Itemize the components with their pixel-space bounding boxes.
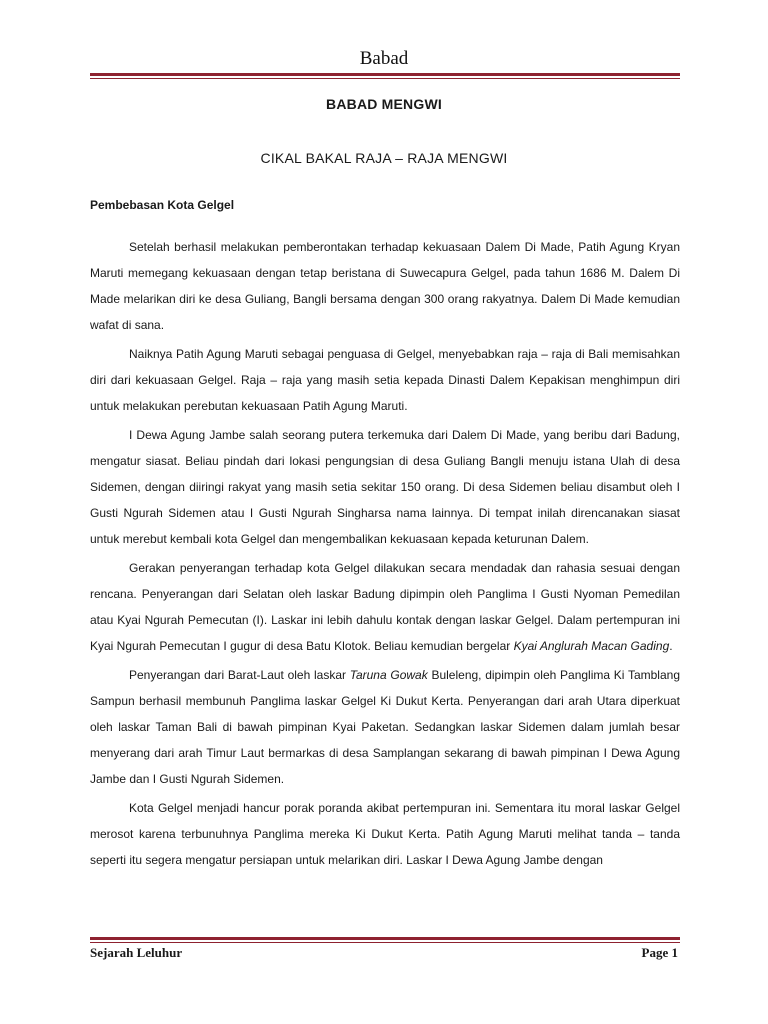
footer-left-text: Sejarah Leluhur: [90, 945, 183, 960]
document-title: BABAD MENGWI: [326, 96, 442, 112]
paragraph-4-text-b: .: [669, 639, 673, 653]
paragraph-5-text-a: Penyerangan dari Barat-Laut oleh laskar: [129, 668, 350, 682]
document-subtitle: CIKAL BAKAL RAJA – RAJA MENGWI: [260, 150, 508, 166]
paragraph-1: Setelah berhasil melakukan pemberontakan terhadap kekuasaan Dalem Di Made, Patih Agung Kryan Maruti memegang kekuasaan dengan tetap beristana di Suwecapura Gelgel, pada tahun 1686 M. Dalem Di Made melarikan diri ke desa Guliang, Bangli bersama dengan 300 orang rakyatnya. Dalem Di Made kemudian wafat di sana.: [90, 240, 680, 332]
header-rule: [90, 73, 680, 76]
paragraph-5: [90, 662, 680, 792]
paragraph-6: Kota Gelgel menjadi hancur porak poranda akibat pertempuran ini. Sementara itu moral laskar Gelgel merosot karena terbunuhnya Panglima mereka Ki Dukut Kerta. Patih Agung Maruti melihat tanda – tanda seperti itu segera mengatur persiapan untuk melarikan diri. Laskar I Dewa Agung Jambe dengan: [90, 801, 680, 867]
running-header-title: Babad: [359, 48, 409, 69]
header-rule-thin: [90, 78, 680, 79]
section-heading: Pembebasan Kota Gelgel: [90, 198, 235, 212]
footer-rule-thin: [90, 942, 680, 943]
body-text: [90, 234, 680, 876]
page-number: Page 1: [641, 945, 678, 960]
paragraph-5-italic: Taruna Gowak: [349, 668, 428, 682]
paragraph-2: Naiknya Patih Agung Maruti sebagai penguasa di Gelgel, menyebabkan raja – raja di Bali memisahkan diri dari kekuasaan Gelgel. Raja – raja yang masih setia kepada Dinasti Dalem Kepakisan menghimpun diri untuk melakukan perebutan kekuasaan Patih Agung Maruti.: [90, 347, 680, 413]
footer-rule: [90, 937, 680, 940]
paragraph-4-italic: Kyai Anglurah Macan Gading: [513, 639, 670, 653]
paragraph-3: I Dewa Agung Jambe salah seorang putera terkemuka dari Dalem Di Made, yang beribu dari Badung, mengatur siasat. Beliau pindah dari lokasi pengungsian di desa Guliang Bangli menuju istana Ulah di desa Sidemen, dengan diiringi rakyat yang masih setia sekitar 150 orang. Di desa Sidemen beliau disambut oleh I Gusti Ngurah Sidemen atau I Gusti Ngurah Singharsa nama lainnya. Di tempat inilah direncanakan siasat untuk merebut kembali kota Gelgel dan mengembalikan kekuasaan kepada keturunan Dalem.: [90, 428, 680, 546]
paragraph-5-text-b: Buleleng, dipimpin oleh Panglima Ki Tamblang Sampun berhasil membunuh Panglima laskar Gelgel Ki Dukut Kerta. Penyerangan dari arah Utara diperkuat oleh laskar Taman Bali di bawah pimpinan Kyai Paketan. Sedangkan laskar Sidemen dalam jumlah besar menyerang dari arah Timur Laut bermarkas di desa Samplangan sekarang di bawah pimpinan I Dewa Agung Jambe dan I Gusti Ngurah Sidemen.: [90, 668, 680, 786]
paragraph-4: [90, 555, 680, 659]
paragraph-4-text-a: Gerakan penyerangan terhadap kota Gelgel dilakukan secara mendadak dan rahasia sesuai dengan rencana. Penyerangan dari Selatan oleh laskar Badung dipimpin oleh Panglima I Gusti Nyoman Pemedilan atau Kyai Ngurah Pemecutan (I). Laskar ini lebih dahulu kontak dengan laskar Gelgel. Dalam pertempuran ini Kyai Ngurah Pemecutan I gugur di desa Batu Klotok. Beliau kemudian bergelar: [90, 561, 680, 653]
